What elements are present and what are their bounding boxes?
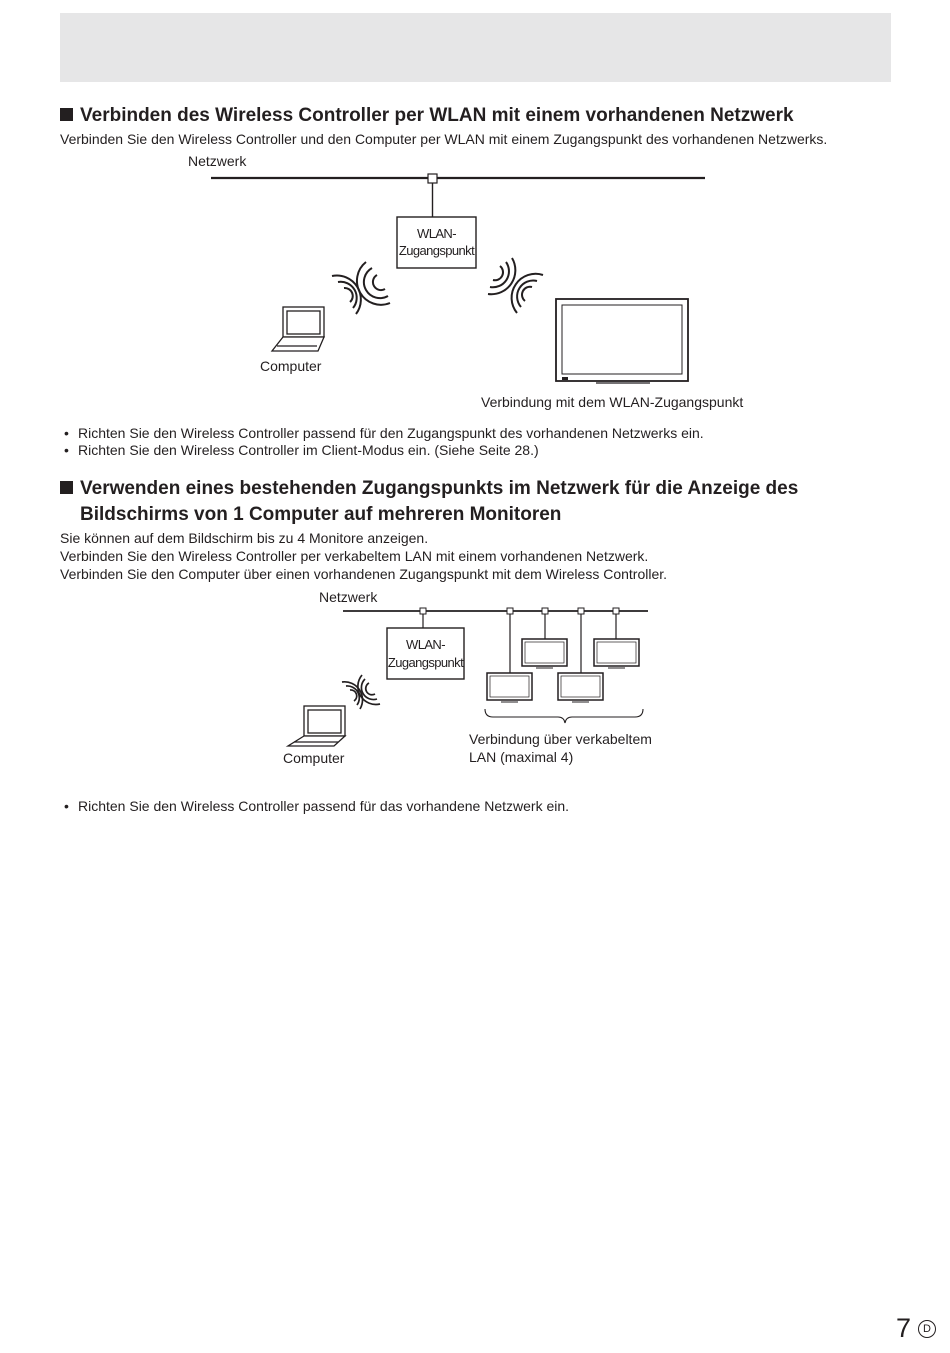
bullet-dot: • — [64, 442, 69, 458]
monitor-icon — [594, 639, 639, 668]
lan-caption-line2: LAN (maximal 4) — [469, 749, 574, 765]
bullet-dot: • — [64, 425, 69, 441]
section2-diagram — [288, 608, 648, 746]
section2-paragraph: Verbinden Sie den Computer über einen vorhandenen Zugangspunkt mit dem Wireless Controller. — [60, 566, 668, 582]
group-brace-icon — [485, 709, 643, 723]
monitor-icon — [487, 673, 532, 702]
network-port-icon — [578, 608, 584, 614]
computer-label: Computer — [260, 358, 322, 374]
display-monitor-icon — [556, 299, 688, 383]
section2-bullet-text: Richten Sie den Wireless Controller passend für das vorhandene Netzwerk ein. — [78, 798, 570, 814]
ap-label-line2-2: Zugangspunkt — [387, 655, 464, 670]
monitor-icon — [522, 639, 567, 668]
section1-intro: Verbinden Sie den Wireless Controller und den Computer per WLAN mit einem Zugangspunkt des vorhandenen Netzwerks. — [60, 131, 828, 147]
network-port-icon — [507, 608, 513, 614]
network-port-icon — [420, 608, 426, 614]
network-port-icon — [542, 608, 548, 614]
square-bullet-icon — [60, 481, 73, 494]
computer-label-2: Computer — [283, 750, 345, 766]
wlan-access-point-box-2 — [387, 628, 464, 679]
ap-label-line1: WLAN- — [417, 226, 456, 241]
page-number: 7 — [896, 1313, 912, 1343]
laptop-icon — [272, 307, 324, 351]
section1-bullet-text: Richten Sie den Wireless Controller im Client-Modus ein. (Siehe Seite 28.) — [78, 442, 539, 458]
display-caption: Verbindung mit dem WLAN-Zugangspunkt — [481, 394, 744, 410]
section1-bullet — [64, 424, 704, 442]
wifi-waves-left-icon — [332, 262, 390, 314]
section2-heading-line2: Bildschirms von 1 Computer auf mehreren Monitoren — [80, 504, 562, 525]
section1-bullet-text: Richten Sie den Wireless Controller passend für den Zugangspunkt des vorhandenen Netzwerks ein. — [78, 425, 704, 441]
network-port-icon — [428, 174, 437, 183]
section2-bullet — [64, 797, 569, 815]
bullet-dot: • — [64, 798, 69, 814]
section2-heading-line1: Verwenden eines bestehenden Zugangspunkts im Netzwerk für die Anzeige des — [80, 478, 799, 499]
wifi-waves-right-icon — [488, 258, 543, 313]
lan-caption-line1: Verbindung über verkabeltem — [469, 731, 652, 747]
monitor-icon — [558, 673, 603, 702]
wifi-waves-icon — [342, 675, 380, 709]
laptop-icon — [288, 706, 345, 746]
network-label: Netzwerk — [188, 153, 247, 169]
section1-heading-text: Verbinden des Wireless Controller per WLAN mit einem vorhandenen Netzwerk — [80, 105, 794, 126]
ap-label-line1-2: WLAN- — [406, 637, 445, 652]
section2-heading — [60, 476, 798, 502]
section2-paragraph: Verbinden Sie den Wireless Controller per verkabeltem LAN mit einem vorhandenen Netzwerk. — [60, 548, 649, 564]
network-port-icon — [613, 608, 619, 614]
section2-paragraph: Sie können auf dem Bildschirm bis zu 4 Monitore anzeigen. — [60, 530, 429, 546]
section1-bullet — [64, 441, 539, 459]
language-badge: D — [918, 1320, 936, 1338]
ap-label-line2: Zugangspunkt — [398, 243, 475, 258]
network-label-2: Netzwerk — [319, 589, 378, 605]
